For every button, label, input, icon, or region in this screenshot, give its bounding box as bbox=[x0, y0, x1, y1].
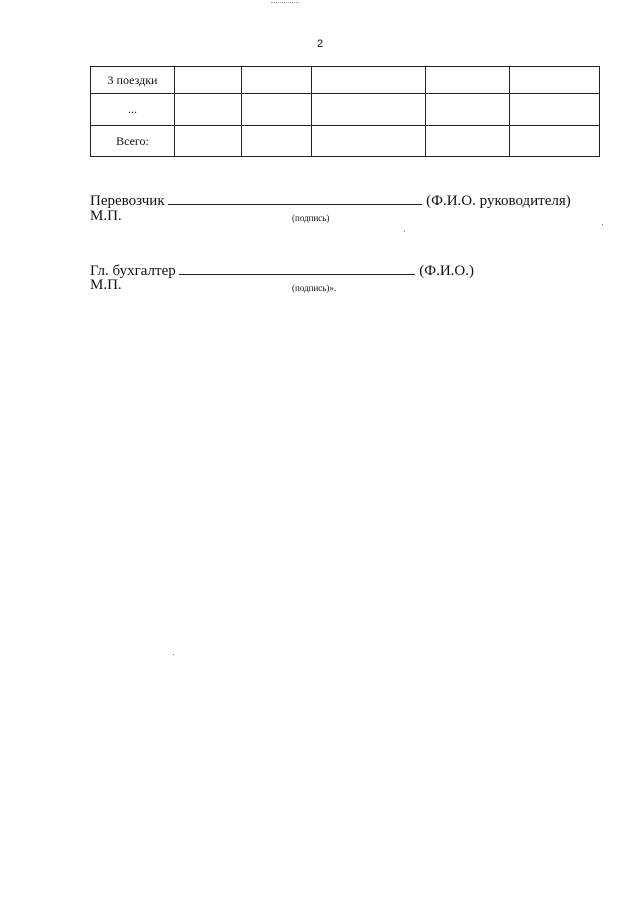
trips-table bbox=[90, 66, 600, 157]
table-cell bbox=[510, 94, 600, 126]
table-cell bbox=[175, 126, 242, 157]
scan-speck bbox=[602, 224, 603, 225]
scan-speck bbox=[404, 231, 405, 232]
carrier-signature-line bbox=[90, 192, 571, 209]
table-cell-label: Всего: bbox=[91, 126, 175, 157]
accountant-name-hint: (Ф.И.О.) bbox=[419, 263, 474, 279]
table-cell bbox=[312, 126, 426, 157]
table-cell bbox=[242, 67, 312, 94]
carrier-signature-caption: (подпись) bbox=[292, 213, 330, 223]
table-cell bbox=[242, 126, 312, 157]
table-cell bbox=[312, 67, 426, 94]
table-cell bbox=[242, 94, 312, 126]
accountant-stamp-mark: М.П. bbox=[90, 277, 122, 293]
table-cell bbox=[312, 94, 426, 126]
accountant-label: Гл. бухгалтер bbox=[90, 263, 176, 279]
accountant-signature-caption: (подпись)». bbox=[292, 283, 337, 293]
carrier-stamp-mark: М.П. bbox=[90, 208, 122, 224]
table-cell bbox=[426, 94, 510, 126]
table-row bbox=[91, 67, 600, 94]
accountant-signature-blank bbox=[179, 262, 415, 275]
table-cell bbox=[510, 126, 600, 157]
table-cell-label: ... bbox=[91, 94, 175, 126]
table-row bbox=[91, 94, 600, 126]
scan-speck bbox=[173, 654, 174, 655]
table-row bbox=[91, 126, 600, 157]
scan-artifact-top bbox=[271, 0, 299, 3]
table-cell bbox=[510, 67, 600, 94]
page-number: 2 bbox=[316, 38, 324, 50]
table-cell bbox=[426, 67, 510, 94]
table-cell-label: 3 поездки bbox=[91, 67, 175, 94]
table-cell bbox=[175, 67, 242, 94]
table-cell bbox=[426, 126, 510, 157]
table-cell bbox=[175, 94, 242, 126]
carrier-name-hint: (Ф.И.О. руководителя) bbox=[426, 193, 571, 209]
carrier-signature-blank bbox=[168, 192, 422, 205]
carrier-label: Перевозчик bbox=[90, 193, 165, 209]
accountant-signature-line bbox=[90, 262, 474, 279]
